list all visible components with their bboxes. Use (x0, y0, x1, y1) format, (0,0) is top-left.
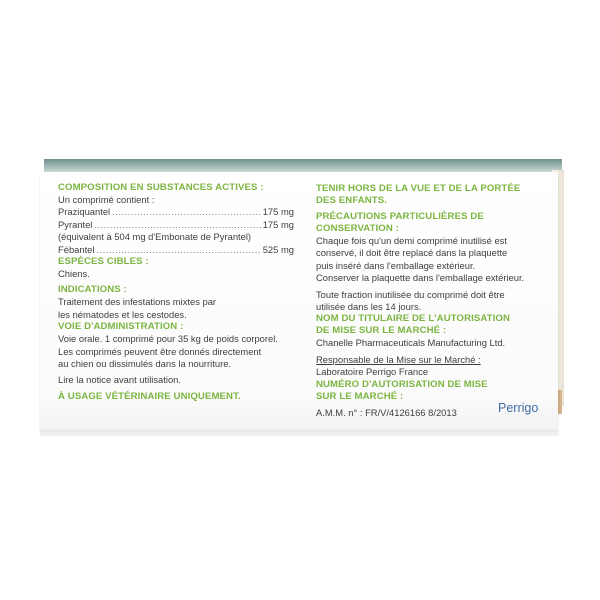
amm-heading: SUR LE MARCHÉ : (316, 390, 404, 402)
substance-dose: 525 mg (262, 243, 294, 255)
substance-name: Fébantel (58, 243, 95, 255)
storage-line: puis inséré dans l'emballage extérieur. (316, 259, 476, 271)
fraction-line: utilisée dans les 14 jours. (316, 301, 422, 313)
indications-line: Traitement des infestations mixtes par (58, 296, 217, 308)
substance-row (58, 219, 294, 231)
right-column (316, 183, 548, 419)
left-column (58, 182, 294, 403)
route-line: Les comprimés peuvent être donnés directement (58, 345, 262, 357)
responsible-name: Laboratoire Perrigo France (316, 366, 429, 378)
substance-dose: 175 mg (262, 218, 294, 230)
fraction-line: Toute fraction inutilisée du comprimé doit être (316, 288, 505, 300)
substance-dose: 175 mg (262, 206, 294, 218)
leader-dots (112, 206, 261, 218)
holder-heading: DE MISE SUR LE MARCHÉ : (316, 325, 447, 337)
amm-number: A.M.M. n° : FR/V/4126166 8/2013 (316, 406, 457, 418)
perrigo-logo: Perrigo (498, 401, 539, 415)
keep-away-heading: DES ENFANTS. (316, 195, 388, 206)
storage-line: Chaque fois qu'un demi comprimé inutilisé est (316, 235, 507, 246)
substance-name: Praziquantel (58, 206, 111, 218)
indications-line: les nématodes et les cestodes. (58, 308, 187, 320)
leader-dots (94, 219, 260, 231)
storage-line: conservé, il doit être replacé dans la plaquette (316, 247, 508, 259)
substance-row (58, 206, 294, 218)
holder-name: Chanelle Pharmaceuticals Manufacturing Ltd. (316, 337, 506, 349)
storage-heading: PRÉCAUTIONS PARTICULIÈRES DE CONSERVATION : (316, 211, 484, 234)
route-line: Voie orale. 1 comprimé pour 35 kg de poids corporel. (58, 333, 278, 345)
leaflet-text: Lire la notice avant utilisation. (58, 374, 181, 386)
species-text: Chiens. (58, 268, 90, 280)
indications-heading: INDICATIONS : (58, 284, 127, 296)
responsible-label: Responsable de la Mise sur le Marché : (316, 353, 481, 365)
composition-heading: COMPOSITION EN SUBSTANCES ACTIVES : (58, 182, 264, 193)
vet-use-label: À USAGE VÉTÉRINAIRE UNIQUEMENT. (58, 390, 241, 402)
storage-line: Conserver la plaquette dans l'emballage extérieur. (316, 272, 525, 284)
pyrantel-equivalent: (équivalent à 504 mg d'Embonate de Pyrantel) (58, 231, 252, 243)
substance-row (58, 244, 294, 256)
box-bottom-edge (40, 430, 558, 434)
composition-intro: Un comprimé contient : (58, 194, 155, 205)
species-heading: ESPÈCES CIBLES : (58, 256, 149, 268)
substance-name: Pyrantel (58, 218, 93, 230)
keep-away-heading: TENIR HORS DE LA VUE ET DE LA PORTÉE (316, 183, 521, 194)
route-heading: VOIE D'ADMINISTRATION : (58, 321, 184, 333)
holder-heading: NOM DU TITULAIRE DE L'AUTORISATION (316, 313, 510, 325)
amm-heading: NUMÉRO D'AUTORISATION DE MISE (316, 378, 488, 390)
leader-dots (96, 244, 260, 256)
route-line: au chien ou dissimulés dans la nourriture. (58, 358, 232, 370)
